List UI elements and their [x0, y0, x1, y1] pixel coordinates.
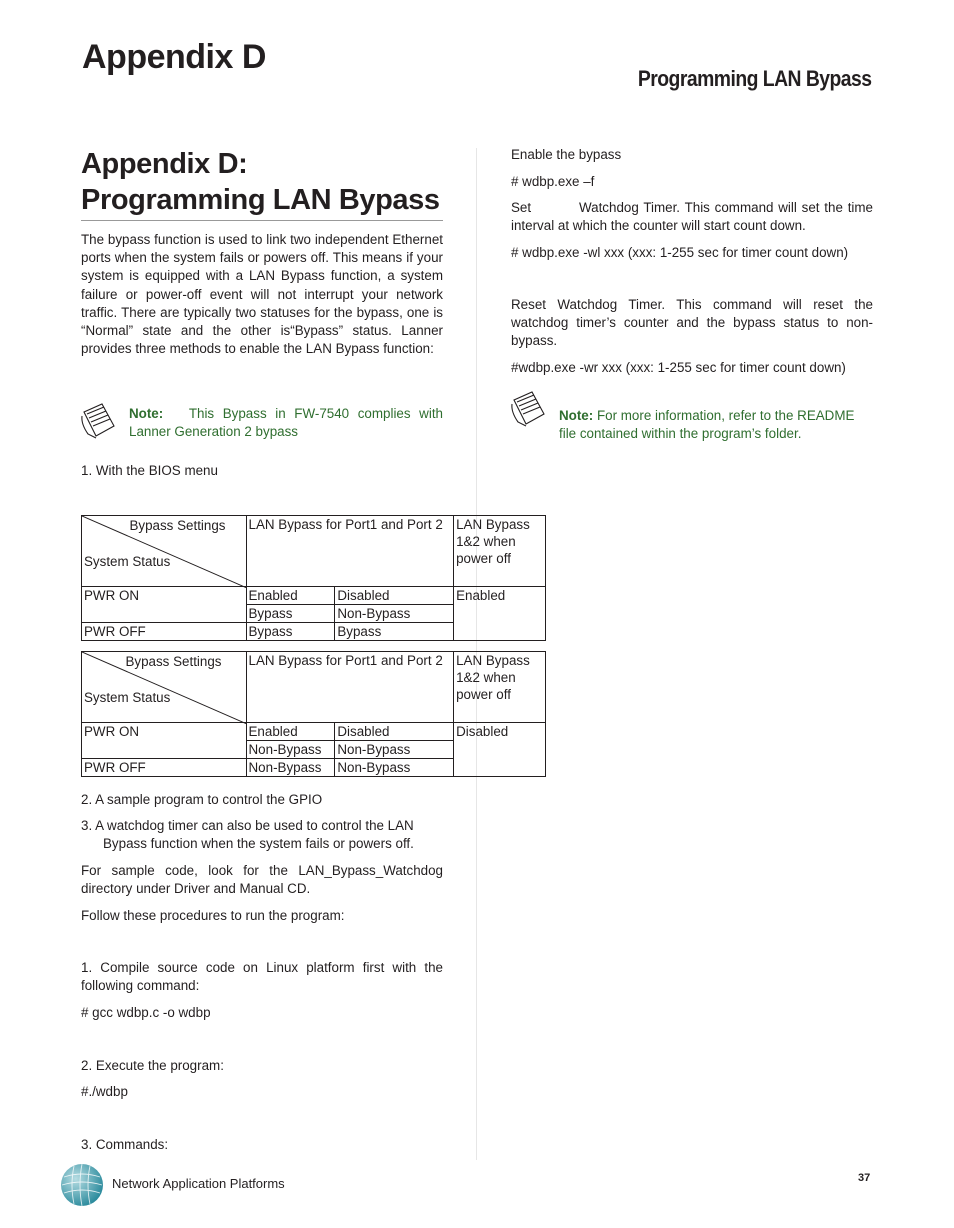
- note-label: Note:: [129, 406, 164, 421]
- bypass-table-enabled: [81, 515, 546, 641]
- step-watchdog-line2: Bypass function when the system fails or powers off.: [103, 836, 414, 852]
- port1-cell: Enabled: [246, 723, 335, 741]
- reset-timer-paragraph: Reset Watchdog Timer. This command will reset the watchdog timer’s counter and the bypass status to non-bypass.: [511, 297, 873, 349]
- corner-top-label: Bypass Settings: [125, 654, 222, 669]
- port1-cell: Non-Bypass: [246, 759, 335, 777]
- corner-bottom-label: System Status: [84, 554, 171, 569]
- port2-cell: Non-Bypass: [335, 605, 454, 623]
- cmd-f: # wdbp.exe –f: [511, 174, 595, 189]
- set-timer-paragraph: Set Watchdog Timer. This command will set the time interval at which the counter will start count down.: [511, 200, 877, 234]
- port1-cell: Enabled: [246, 587, 335, 605]
- port1-cell: Non-Bypass: [246, 741, 335, 759]
- step-bios: 1. With the BIOS menu: [81, 463, 218, 478]
- port2-cell: Bypass: [335, 623, 454, 641]
- status-cell: PWR OFF: [82, 623, 247, 641]
- port1-cell: Bypass: [246, 605, 335, 623]
- power-off-header: LAN Bypass 1&2 when power off: [454, 652, 546, 723]
- table-row: [82, 587, 546, 605]
- port1-cell: Bypass: [246, 623, 335, 641]
- table-row: [82, 723, 546, 741]
- cmd-wr: #wdbp.exe -wr xxx (xxx: 1-255 sec for timer count down): [511, 360, 846, 375]
- section-heading-line1: Appendix D:: [81, 148, 248, 180]
- bypass-table-disabled: [81, 651, 546, 777]
- compile-step: 1. Compile source code on Linux platform first with the following command:: [81, 960, 443, 994]
- column-header: LAN Bypass for Port1 and Port 2: [246, 652, 454, 723]
- port2-cell: Non-Bypass: [335, 759, 454, 777]
- corner-bottom-label: System Status: [84, 690, 171, 705]
- note-label: Note:: [559, 408, 594, 423]
- section-heading: [81, 146, 443, 221]
- port2-cell: Disabled: [335, 723, 454, 741]
- sample-code-paragraph: For sample code, look for the LAN_Bypass_Watchdog directory under Driver and Manual CD.: [81, 863, 443, 897]
- note-text: For more information, refer to the README file contained within the program’s folder.: [559, 408, 855, 442]
- note-box: [129, 405, 443, 441]
- cmd-wl: # wdbp.exe -wl xxx (xxx: 1-255 sec for timer count down): [511, 245, 849, 260]
- power-off-header: LAN Bypass 1&2 when power off: [454, 516, 546, 587]
- enable-bypass: Enable the bypass: [511, 147, 622, 162]
- port2-cell: Disabled: [335, 587, 454, 605]
- power-off-value: Disabled: [454, 723, 546, 777]
- column-header: LAN Bypass for Port1 and Port 2: [246, 516, 454, 587]
- readme-note: [559, 407, 873, 443]
- run-command: #./wdbp: [81, 1084, 128, 1099]
- lanner-logo: [60, 1163, 104, 1207]
- step-watchdog-line1: 3. A watchdog timer can also be used to control the LAN: [81, 818, 414, 833]
- note-text: This Bypass in FW-7540 complies with Lanner Generation 2 bypass: [129, 406, 443, 440]
- follow-procedures: Follow these procedures to run the program:: [81, 908, 345, 923]
- status-cell: PWR ON: [82, 587, 247, 623]
- step-gpio: 2. A sample program to control the GPIO: [81, 792, 323, 807]
- execute-step: 2. Execute the program:: [81, 1058, 224, 1073]
- note-icon: [78, 400, 118, 445]
- note-icon: [508, 388, 548, 433]
- corner-top-label: Bypass Settings: [129, 518, 226, 533]
- appendix-title: Appendix D: [82, 38, 266, 76]
- status-cell: PWR ON: [82, 723, 247, 759]
- intro-paragraph: The bypass function is used to link two independent Ethernet ports when the system fails or powers off. This means if your system is equipped with a LAN Bypass function, a system failure or power-off event will not interrupt your network traffic. There are typically two statuses for the bypass, one is “Normal” state and the other is“Bypass” status. Lanner provides three methods to enable the LAN Bypass function:: [81, 232, 443, 357]
- table-corner-cell: [82, 652, 247, 723]
- power-off-value: Enabled: [454, 587, 546, 641]
- commands-step: 3. Commands:: [81, 1137, 169, 1152]
- page-number: 37: [858, 1172, 871, 1184]
- footer-text: Network Application Platforms: [112, 1176, 285, 1191]
- chapter-title: Programming LAN Bypass: [638, 66, 872, 91]
- table-corner-cell: [82, 516, 247, 587]
- port2-cell: Non-Bypass: [335, 741, 454, 759]
- step-watchdog: [81, 817, 414, 853]
- gcc-command: # gcc wdbp.c -o wdbp: [81, 1005, 211, 1020]
- section-heading-line2: Programming LAN Bypass: [81, 184, 440, 216]
- status-cell: PWR OFF: [82, 759, 247, 777]
